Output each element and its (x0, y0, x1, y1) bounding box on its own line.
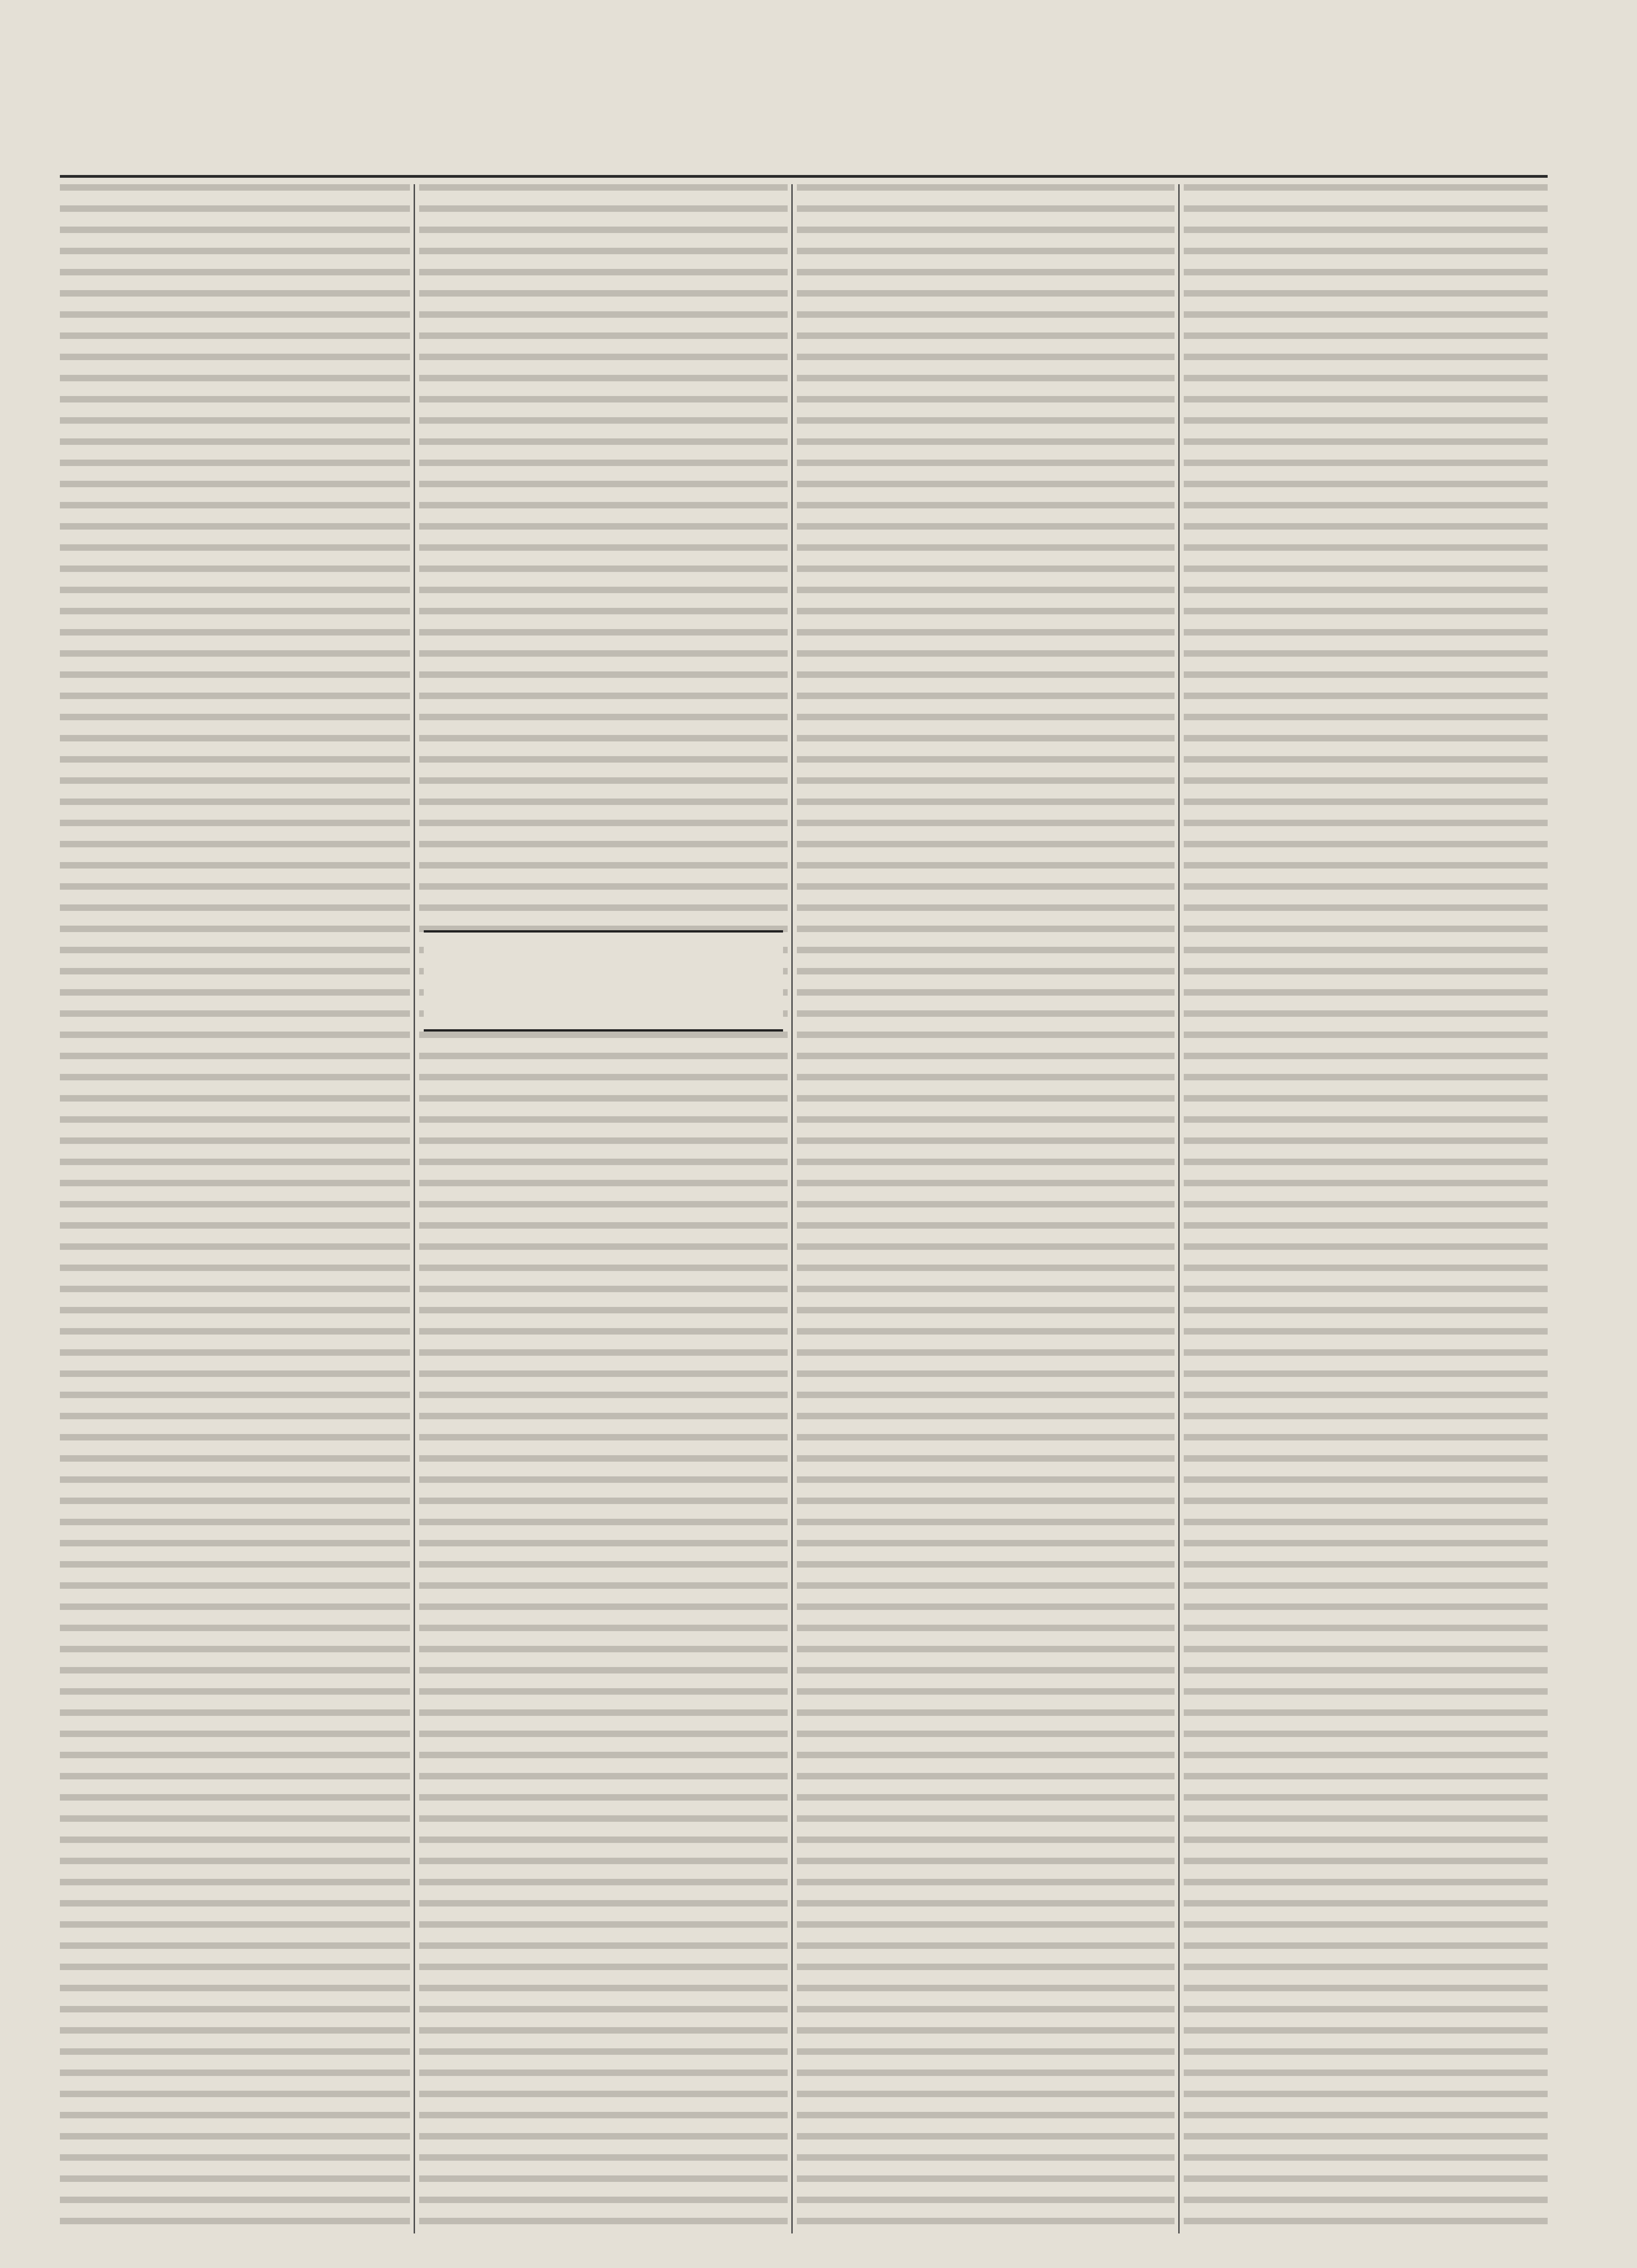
column-divider (1178, 184, 1180, 2233)
column-divider (414, 184, 415, 2233)
text-column-2 (419, 184, 788, 2233)
advertisement-box (424, 930, 783, 1032)
column-divider (791, 184, 793, 2233)
column-3-body (797, 184, 1175, 2233)
column-4-body (1184, 184, 1548, 2233)
page-header (60, 129, 1548, 170)
column-2-body (419, 184, 788, 2233)
header-rule (60, 175, 1548, 178)
text-column-1 (60, 184, 410, 2233)
text-column-4 (1184, 184, 1548, 2233)
header-masthead (620, 138, 988, 161)
column-1-body (60, 184, 410, 2233)
text-column-3 (797, 184, 1175, 2233)
